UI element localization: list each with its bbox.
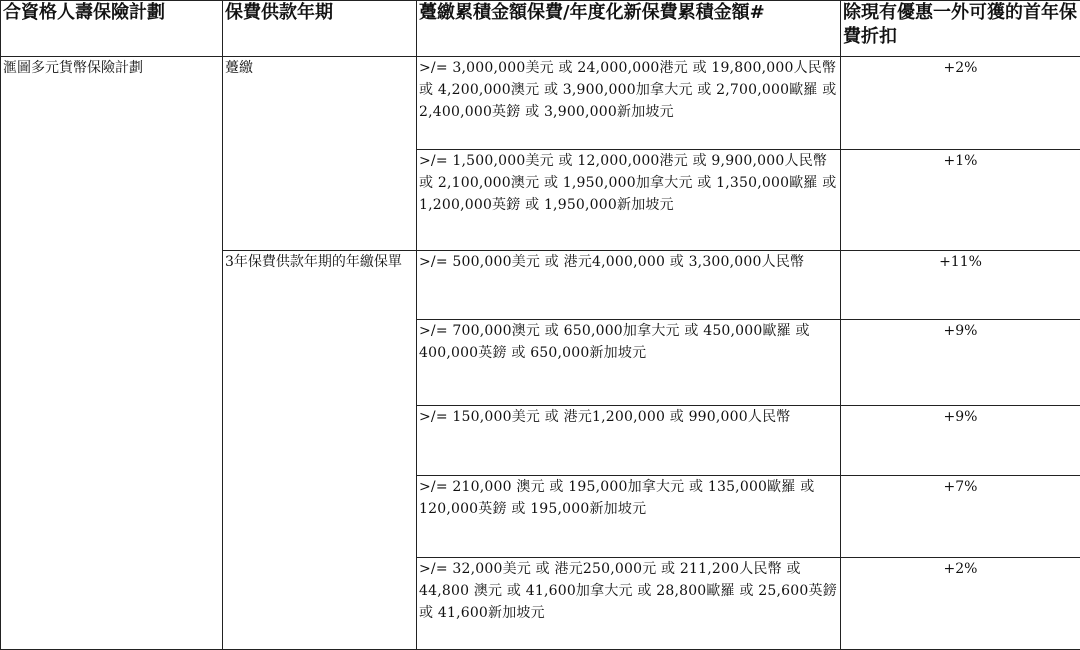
amount-cell: >/= 3,000,000美元 或 24,000,000港元 或 19,800,000人民幣 或 4,200,000澳元 或 3,900,000加拿大元 或 2,700,000歐羅 或 2,400,000英鎊 或 3,900,000新加坡元 — [417, 57, 841, 150]
header-amount: 躉繳累積金額保費/年度化新保費累積金額# — [417, 1, 841, 57]
term-single: 躉繳 — [223, 57, 417, 251]
plan-name: 滙圖多元貨幣保險計劃 — [1, 57, 223, 650]
discount-cell: +7% — [841, 476, 1080, 558]
amount-cell: >/= 500,000美元 或 港元4,000,000 或 3,300,000人民幣 — [417, 251, 841, 320]
header-plan: 合資格人壽保險計劃 — [1, 1, 223, 57]
amount-cell: >/= 210,000 澳元 或 195,000加拿大元 或 135,000歐羅 或120,000英鎊 或 195,000新加坡元 — [417, 476, 841, 558]
header-row — [1, 1, 1080, 57]
header-term: 保費供款年期 — [223, 1, 417, 57]
discount-cell: +9% — [841, 320, 1080, 406]
discount-cell: +9% — [841, 406, 1080, 476]
discount-cell: +2% — [841, 57, 1080, 150]
table-row — [1, 57, 1080, 150]
discount-cell: +2% — [841, 558, 1080, 650]
header-discount: 除現有優惠一外可獲的首年保費折扣 — [841, 1, 1080, 57]
discount-cell: +1% — [841, 150, 1080, 251]
amount-cell: >/= 1,500,000美元 或 12,000,000港元 或 9,900,000人民幣 或 2,100,000澳元 或 1,950,000加拿大元 或 1,350,000歐羅 或 1,200,000英鎊 或 1,950,000新加坡元 — [417, 150, 841, 251]
amount-cell: >/= 700,000澳元 或 650,000加拿大元 或 450,000歐羅 或 400,000英鎊 或 650,000新加坡元 — [417, 320, 841, 406]
amount-cell: >/= 150,000美元 或 港元1,200,000 或 990,000人民幣 — [417, 406, 841, 476]
discount-cell: +11% — [841, 251, 1080, 320]
amount-cell: >/= 32,000美元 或 港元250,000元 或 211,200人民幣 或 44,800 澳元 或 41,600加拿大元 或 28,800歐羅 或 25,600英鎊 或 41,600新加坡元 — [417, 558, 841, 650]
term-annual: 3年保費供款年期的年繳保單 — [223, 251, 417, 650]
